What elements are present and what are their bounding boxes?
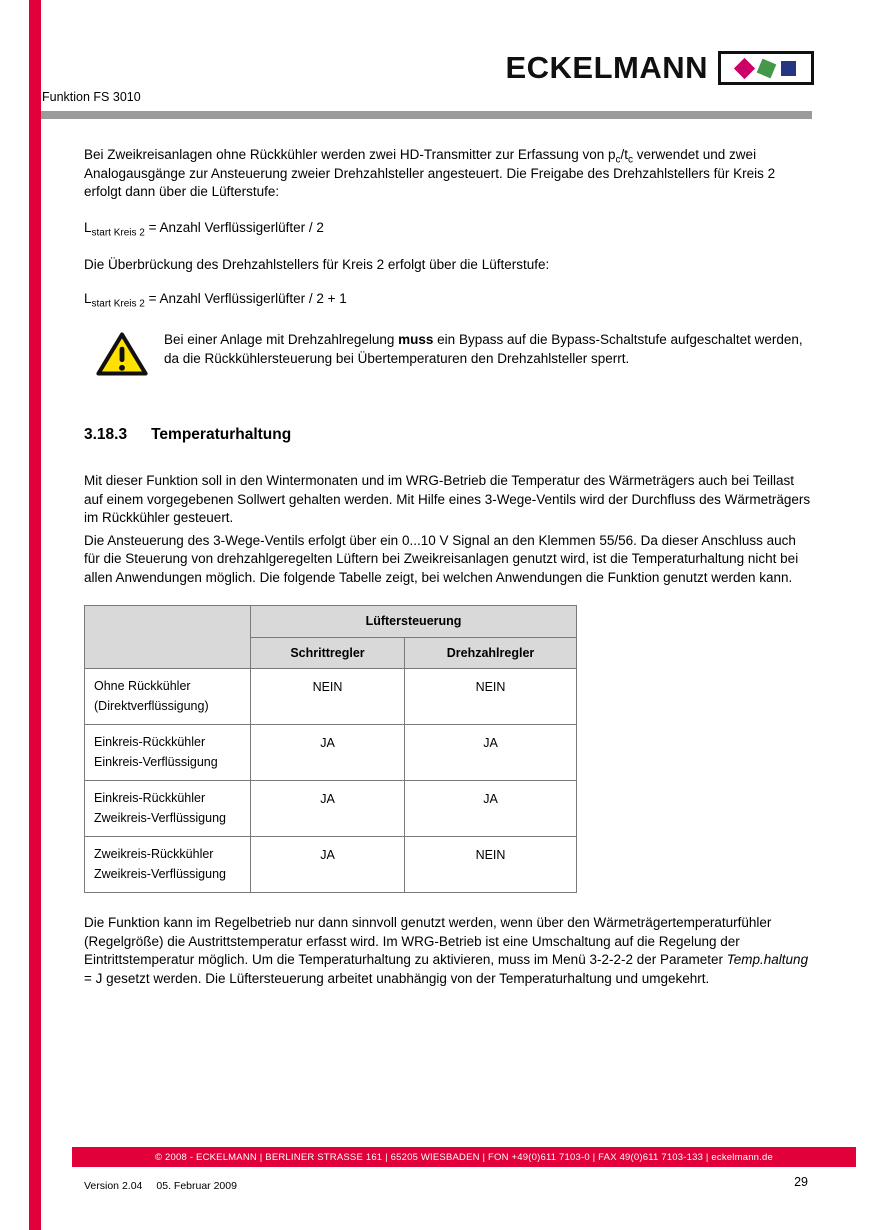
text-run: /t — [620, 147, 628, 162]
eckelmann-logo — [505, 50, 814, 86]
section-number: 3.18.3 — [84, 426, 128, 443]
formula-base: L — [84, 219, 92, 235]
paragraph-wintermonate: Mit dieser Funktion soll in den Wintermonaten und im WRG-Betrieb die Temperatur des Wärmeträgers auch bei Teillast auf einem vorgegebenen Sollwert gehalten werden. Mit Hilfe eines 3-Wege-Ventils wird der Durchfluss des Wärmeträgers im Rückkühler gesteuert. — [84, 473, 811, 525]
table-row-einkreis-einkreis — [85, 725, 577, 781]
cell-schrittregler: JA — [251, 725, 405, 781]
bold-run: muss — [398, 332, 434, 347]
text-run: Bei Zweikreisanlagen ohne Rückkühler werden zwei HD-Transmitter zur Erfassung von p — [84, 147, 616, 162]
page-number: 29 — [794, 1175, 808, 1189]
row-label — [85, 781, 251, 837]
text-run: verwendet und zwei Analogausgänge zur Ansteuerung zweier Drehzahlsteller angesteuert. Die Freigabe des Drehzahlstellers für Kreis 2 erfolgt dann über die Lüfterstufe: — [84, 147, 776, 199]
paragraph-ueberbrueckung: Die Überbrückung des Drehzahlstellers für Kreis 2 erfolgt über die Lüfterstufe: — [84, 257, 550, 272]
row-label-line2: Zweikreis-Verflüssigung — [94, 867, 226, 881]
cell-drehzahlregler: JA — [405, 725, 577, 781]
table-header-row-group — [85, 606, 577, 638]
section-heading — [84, 425, 812, 445]
text-run: Die Funktion kann im Regelbetrieb nur dann sinnvoll genutzt werden, wenn über den Wärmeträgertemperaturfühler (Regelgröße) die Austrittstemperatur erfasst wird. Im WRG-Betrieb ist eine Umschaltung auf die Regelung der Eintrittstemperatur möglich. Um die Temperaturhaltung zu aktivieren, muss im Menü 3-2-2-2 der Parameter — [84, 915, 772, 967]
version-line — [84, 1180, 237, 1192]
row-label-line1: Einkreis-Rückkühler — [94, 735, 206, 749]
logo-wordmark: ECKELMANN — [505, 50, 708, 85]
text-run: ein Bypass auf die Bypass-Schaltstufe aufgeschaltet werden, da die Rückkühlersteuerung bei Übertemperaturen den Drehzahlsteller sperrt. — [164, 332, 803, 366]
formula-rest: = Anzahl Verflüssigerlüfter / 2 + 1 — [144, 290, 347, 306]
content-area — [84, 146, 812, 988]
table-row-ohne-rueckkuehler — [85, 669, 577, 725]
version-label: Version 2.04 — [84, 1180, 143, 1192]
row-label — [85, 669, 251, 725]
row-label-line2: Zweikreis-Verflüssigung — [94, 811, 226, 825]
table-row-einkreis-zweikreis — [85, 781, 577, 837]
subscript-c: c — [628, 154, 633, 166]
warning-note — [84, 331, 812, 377]
formula-base: L — [84, 290, 92, 306]
logo-square-green-icon — [756, 58, 776, 78]
formula-lstart-kreis2 — [84, 219, 812, 238]
table-group-header: Lüftersteuerung — [251, 606, 577, 638]
paragraph-regelbetrieb — [84, 914, 812, 988]
table-row-zweikreis-zweikreis — [85, 837, 577, 893]
section-title: Temperaturhaltung — [151, 426, 292, 443]
row-label-line1: Einkreis-Rückkühler — [94, 791, 206, 805]
table-col-header-schrittregler: Schrittregler — [251, 637, 405, 669]
warning-text — [164, 331, 812, 368]
header-rule — [41, 111, 812, 119]
cell-drehzahlregler: JA — [405, 781, 577, 837]
row-label-line1: Ohne Rückkühler — [94, 679, 191, 693]
table-corner-cell — [85, 606, 251, 669]
text-run: = J gesetzt werden. Die Lüftersteuerung arbeitet unabhängig von der Temperaturhaltung und umgekehrt. — [84, 970, 710, 986]
brand-stripe — [29, 0, 41, 1230]
application-table — [84, 605, 577, 893]
row-label-line2: Einkreis-Verflüssigung — [94, 755, 218, 769]
subscript-c: c — [615, 154, 621, 166]
italic-run-temp-haltung: Temp.haltung — [726, 952, 809, 967]
logo-mark-icon — [718, 51, 814, 85]
document-header-label: Funktion FS 3010 — [42, 90, 141, 104]
formula-lstart-kreis2-bypass — [84, 290, 812, 309]
row-label — [85, 837, 251, 893]
table-col-header-drehzahlregler: Drehzahlregler — [405, 637, 577, 669]
cell-schrittregler: NEIN — [251, 669, 405, 725]
paragraph-ansteuerung: Die Ansteuerung des 3-Wege-Ventils erfolgt über ein 0...10 V Signal an den Klemmen 55/56. Da dieser Anschluss auch für die Steuerung von drehzahlgeregelten Lüftern bei Zweikreisanlagen genutzt wird, ist die Temperaturhaltung nicht bei allen Anwendungen möglich. Die folgende Tabelle zeigt, bei welchen Anwendungen die Funktion genutzt werden kann. — [84, 532, 799, 585]
text-run: Bei einer Anlage mit Drehzahlregelung — [164, 332, 399, 347]
logo-diamond-magenta-icon — [733, 57, 754, 78]
row-label — [85, 725, 251, 781]
row-label-line2: (Direktverflüssigung) — [94, 699, 209, 713]
cell-drehzahlregler: NEIN — [405, 669, 577, 725]
formula-rest: = Anzahl Verflüssigerlüfter / 2 — [144, 219, 324, 235]
cell-drehzahlregler: NEIN — [405, 837, 577, 893]
paragraph-zweikreisanlagen — [84, 146, 812, 202]
logo-square-blue-icon — [781, 61, 796, 76]
row-label-line1: Zweikreis-Rückkühler — [94, 847, 214, 861]
formula-subscript: start Kreis 2 — [91, 227, 145, 239]
footer-bar — [72, 1147, 856, 1167]
formula-subscript: start Kreis 2 — [91, 298, 145, 310]
cell-schrittregler: JA — [251, 781, 405, 837]
version-date: 05. Februar 2009 — [156, 1180, 237, 1192]
footer-text: © 2008 - ECKELMANN | BERLINER STRASSE 161 | 65205 WIESBADEN | FON +49(0)611 7103-0 | FAX 49(0)611 7103-133 | eckelmann.de — [155, 1151, 773, 1163]
warning-triangle-icon — [96, 331, 148, 377]
cell-schrittregler: JA — [251, 837, 405, 893]
